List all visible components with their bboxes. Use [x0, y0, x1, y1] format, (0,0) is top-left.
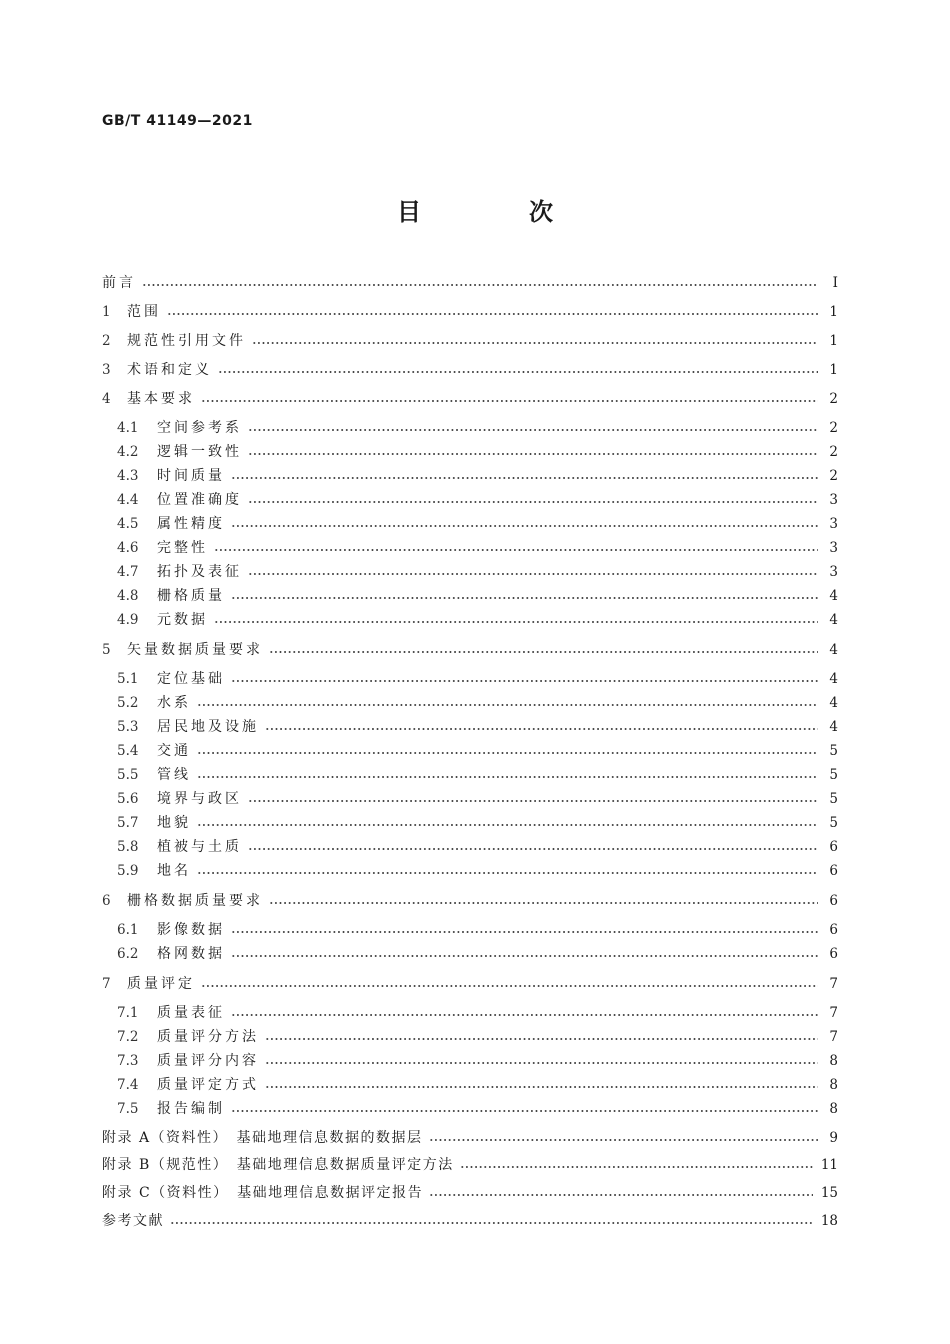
toc-entry-page-number: 6 — [829, 946, 838, 962]
toc-entry-number: 5.1 — [117, 671, 139, 687]
dot-leader — [167, 313, 818, 315]
dot-leader — [248, 429, 818, 431]
toc-entry-label: 前言 — [102, 275, 136, 291]
toc-entry[interactable] — [117, 860, 838, 882]
dot-leader — [170, 1222, 813, 1224]
dot-leader — [265, 1038, 818, 1040]
toc-entry-number: 5 — [102, 642, 111, 658]
dot-leader — [231, 1014, 818, 1016]
toc-entry-page-number: 8 — [829, 1053, 838, 1069]
page-title: 目 次 — [397, 198, 595, 226]
toc-entry-page-number: 6 — [829, 863, 838, 879]
toc-entry[interactable] — [117, 441, 838, 463]
toc-entry-number: 4.6 — [117, 540, 139, 556]
dot-leader — [265, 1086, 818, 1088]
dot-leader — [231, 1110, 818, 1112]
toc-entry[interactable] — [102, 1182, 838, 1204]
toc-entry-label: 属性精度 — [157, 516, 225, 532]
toc-entry-label: 质量评定 — [127, 976, 195, 992]
toc-entry-page-number: 7 — [829, 976, 838, 992]
toc-entry-number: 6.2 — [117, 946, 139, 962]
toc-entry-label: 格网数据 — [157, 946, 225, 962]
toc-entry-page-number: 2 — [829, 444, 838, 460]
toc-entry-number: 5.8 — [117, 839, 139, 855]
toc-entry-page-number: 7 — [829, 1005, 838, 1021]
toc-entry[interactable] — [117, 561, 838, 583]
dot-leader — [269, 651, 818, 653]
toc-entry-page-number: 2 — [829, 391, 838, 407]
toc-entry-label: 栅格数据质量要求 — [127, 893, 263, 909]
toc-entry-number: 1 — [102, 304, 111, 320]
toc-entry[interactable] — [102, 1210, 838, 1232]
toc-entry-label: 完整性 — [157, 540, 208, 556]
toc-entry-number: 5.7 — [117, 815, 139, 831]
dot-leader — [231, 931, 818, 933]
toc-entry-page-number: 8 — [829, 1101, 838, 1117]
dot-leader — [248, 848, 818, 850]
dot-leader — [265, 728, 818, 730]
toc-entry-page-number: 2 — [829, 420, 838, 436]
toc-entry[interactable] — [117, 489, 838, 511]
dot-leader — [197, 872, 818, 874]
toc-entry[interactable] — [102, 1154, 838, 1176]
toc-entry-page-number: 4 — [829, 719, 838, 735]
toc-entry-label: 定位基础 — [157, 671, 225, 687]
toc-entry-label: 规范性引用文件 — [127, 333, 246, 349]
toc-entry-page-number: 3 — [829, 540, 838, 556]
dot-leader — [231, 955, 818, 957]
toc-entry-page-number: Ⅰ — [832, 275, 838, 291]
toc-entry-page-number: 5 — [829, 815, 838, 831]
toc-entry-page-number: 1 — [829, 333, 838, 349]
toc-entry-number: 7.3 — [117, 1053, 139, 1069]
toc-entry[interactable] — [102, 890, 838, 912]
toc-entry[interactable] — [102, 272, 838, 294]
dot-leader — [231, 477, 818, 479]
toc-entry-number: 4.1 — [117, 420, 139, 436]
toc-entry-label: 位置准确度 — [157, 492, 242, 508]
toc-entry-label: 水系 — [157, 695, 191, 711]
toc-entry-label: 基本要求 — [127, 391, 195, 407]
dot-leader — [248, 800, 818, 802]
toc-entry-page-number: 4 — [829, 642, 838, 658]
toc-entry[interactable] — [117, 1050, 838, 1072]
dot-leader — [231, 525, 818, 527]
toc-entry-number: 5.3 — [117, 719, 139, 735]
toc-entry-number: 4.7 — [117, 564, 139, 580]
dot-leader — [269, 902, 818, 904]
toc-entry-label: 质量评分内容 — [157, 1053, 259, 1069]
toc-entry-page-number: 4 — [829, 695, 838, 711]
toc-entry-label: 地貌 — [157, 815, 191, 831]
toc-entry-page-number: 3 — [829, 492, 838, 508]
toc-entry-label: 拓扑及表征 — [157, 564, 242, 580]
toc-entry[interactable] — [117, 919, 838, 941]
toc-entry-number: 7.2 — [117, 1029, 139, 1045]
toc-entry-page-number: 8 — [829, 1077, 838, 1093]
toc-entry-number: 4.8 — [117, 588, 139, 604]
toc-entry-label: 附录 C（资料性） 基础地理信息数据评定报告 — [102, 1185, 424, 1201]
dot-leader — [197, 824, 818, 826]
toc-entry-page-number: 11 — [820, 1157, 838, 1173]
toc-entry[interactable] — [117, 537, 838, 559]
toc-entry-label: 附录 B（规范性） 基础地理信息数据质量评定方法 — [102, 1157, 454, 1173]
dot-leader — [142, 284, 818, 286]
toc-entry-number: 4.2 — [117, 444, 139, 460]
toc-entry-label: 居民地及设施 — [157, 719, 259, 735]
toc-entry[interactable] — [117, 1074, 838, 1096]
dot-leader — [265, 1062, 818, 1064]
dot-leader — [214, 621, 818, 623]
toc-entry-label: 交通 — [157, 743, 191, 759]
toc-entry-number: 4.3 — [117, 468, 139, 484]
toc-entry[interactable] — [117, 465, 838, 487]
toc-entry[interactable] — [117, 513, 838, 535]
toc-entry-number: 5.9 — [117, 863, 139, 879]
toc-entry-label: 质量评分方法 — [157, 1029, 259, 1045]
toc-entry-number: 4.5 — [117, 516, 139, 532]
toc-entry-page-number: 2 — [829, 468, 838, 484]
toc-entry-number: 2 — [102, 333, 111, 349]
toc-entry-label: 元数据 — [157, 612, 208, 628]
toc-entry[interactable] — [117, 1098, 838, 1120]
dot-leader — [197, 776, 818, 778]
dot-leader — [201, 985, 818, 987]
toc-entry-page-number: 5 — [829, 767, 838, 783]
toc-entry[interactable] — [117, 668, 838, 690]
toc-entry[interactable] — [117, 417, 838, 439]
toc-entry[interactable] — [117, 1002, 838, 1024]
toc-entry-number: 3 — [102, 362, 111, 378]
dot-leader — [201, 400, 818, 402]
dot-leader — [248, 573, 818, 575]
toc-entry[interactable] — [117, 740, 838, 762]
toc-entry-label: 逻辑一致性 — [157, 444, 242, 460]
toc-entry[interactable] — [102, 388, 838, 410]
dot-leader — [429, 1194, 813, 1196]
toc-entry-label: 质量表征 — [157, 1005, 225, 1021]
toc-entry-number: 5.5 — [117, 767, 139, 783]
toc-entry-page-number: 6 — [829, 922, 838, 938]
dot-leader — [248, 453, 818, 455]
toc-entry-page-number: 4 — [829, 588, 838, 604]
toc-entry[interactable] — [102, 301, 838, 323]
toc-entry-label: 地名 — [157, 863, 191, 879]
toc-entry-label: 范围 — [127, 304, 161, 320]
toc-entry[interactable] — [117, 764, 838, 786]
toc-entry-number: 7 — [102, 976, 111, 992]
toc-entry[interactable] — [117, 692, 838, 714]
toc-entry-label: 管线 — [157, 767, 191, 783]
toc-entry[interactable] — [117, 585, 838, 607]
toc-entry-page-number: 5 — [829, 743, 838, 759]
toc-entry-label: 植被与土质 — [157, 839, 242, 855]
toc-entry-label: 参考文献 — [102, 1213, 164, 1229]
toc-entry-label: 影像数据 — [157, 922, 225, 938]
toc-entry-number: 4.9 — [117, 612, 139, 628]
toc-entry-label: 境界与政区 — [157, 791, 242, 807]
toc-entry-label: 质量评定方式 — [157, 1077, 259, 1093]
toc-entry-number: 4 — [102, 391, 111, 407]
toc-entry-number: 5.4 — [117, 743, 139, 759]
toc-entry-page-number: 5 — [829, 791, 838, 807]
toc-entry-number: 7.1 — [117, 1005, 139, 1021]
toc-entry[interactable] — [102, 639, 838, 661]
toc-entry-page-number: 18 — [820, 1213, 838, 1229]
standard-code: GB/T 41149—2021 — [102, 113, 253, 129]
toc-entry-page-number: 1 — [829, 362, 838, 378]
toc-entry[interactable] — [117, 609, 838, 631]
toc-entry-page-number: 7 — [829, 1029, 838, 1045]
toc-entry[interactable] — [117, 836, 838, 858]
toc-entry-page-number: 3 — [829, 516, 838, 532]
toc-entry[interactable] — [102, 359, 838, 381]
toc-entry[interactable] — [102, 330, 838, 352]
dot-leader — [197, 752, 818, 754]
toc-entry[interactable] — [117, 788, 838, 810]
dot-leader — [460, 1166, 813, 1168]
dot-leader — [231, 597, 818, 599]
dot-leader — [429, 1139, 818, 1141]
dot-leader — [252, 342, 818, 344]
toc-entry-number: 6 — [102, 893, 111, 909]
toc-entry-page-number: 1 — [829, 304, 838, 320]
toc-entry-number: 5.2 — [117, 695, 139, 711]
toc-entry-number: 5.6 — [117, 791, 139, 807]
toc-entry-label: 空间参考系 — [157, 420, 242, 436]
toc-entry-label: 术语和定义 — [127, 362, 212, 378]
toc-entry-number: 6.1 — [117, 922, 139, 938]
dot-leader — [214, 549, 818, 551]
toc-entry[interactable] — [102, 1127, 838, 1149]
dot-leader — [248, 501, 818, 503]
toc-entry-label: 栅格质量 — [157, 588, 225, 604]
toc-entry-number: 4.4 — [117, 492, 139, 508]
toc-entry[interactable] — [117, 943, 838, 965]
toc-entry-number: 7.4 — [117, 1077, 139, 1093]
toc-entry-page-number: 4 — [829, 671, 838, 687]
toc-entry[interactable] — [102, 973, 838, 995]
toc-entry[interactable] — [117, 716, 838, 738]
toc-entry-page-number: 6 — [829, 893, 838, 909]
toc-entry[interactable] — [117, 812, 838, 834]
toc-entry-page-number: 3 — [829, 564, 838, 580]
toc-entry-page-number: 9 — [829, 1130, 838, 1146]
toc-entry-number: 7.5 — [117, 1101, 139, 1117]
toc-entry-label: 报告编制 — [157, 1101, 225, 1117]
toc-entry-label: 矢量数据质量要求 — [127, 642, 263, 658]
dot-leader — [231, 680, 818, 682]
toc-entry-page-number: 15 — [820, 1185, 838, 1201]
toc-entry[interactable] — [117, 1026, 838, 1048]
toc-entry-label: 时间质量 — [157, 468, 225, 484]
toc-entry-page-number: 6 — [829, 839, 838, 855]
dot-leader — [218, 371, 818, 373]
toc-entry-label: 附录 A（资料性） 基础地理信息数据的数据层 — [102, 1130, 423, 1146]
dot-leader — [197, 704, 818, 706]
toc-entry-page-number: 4 — [829, 612, 838, 628]
